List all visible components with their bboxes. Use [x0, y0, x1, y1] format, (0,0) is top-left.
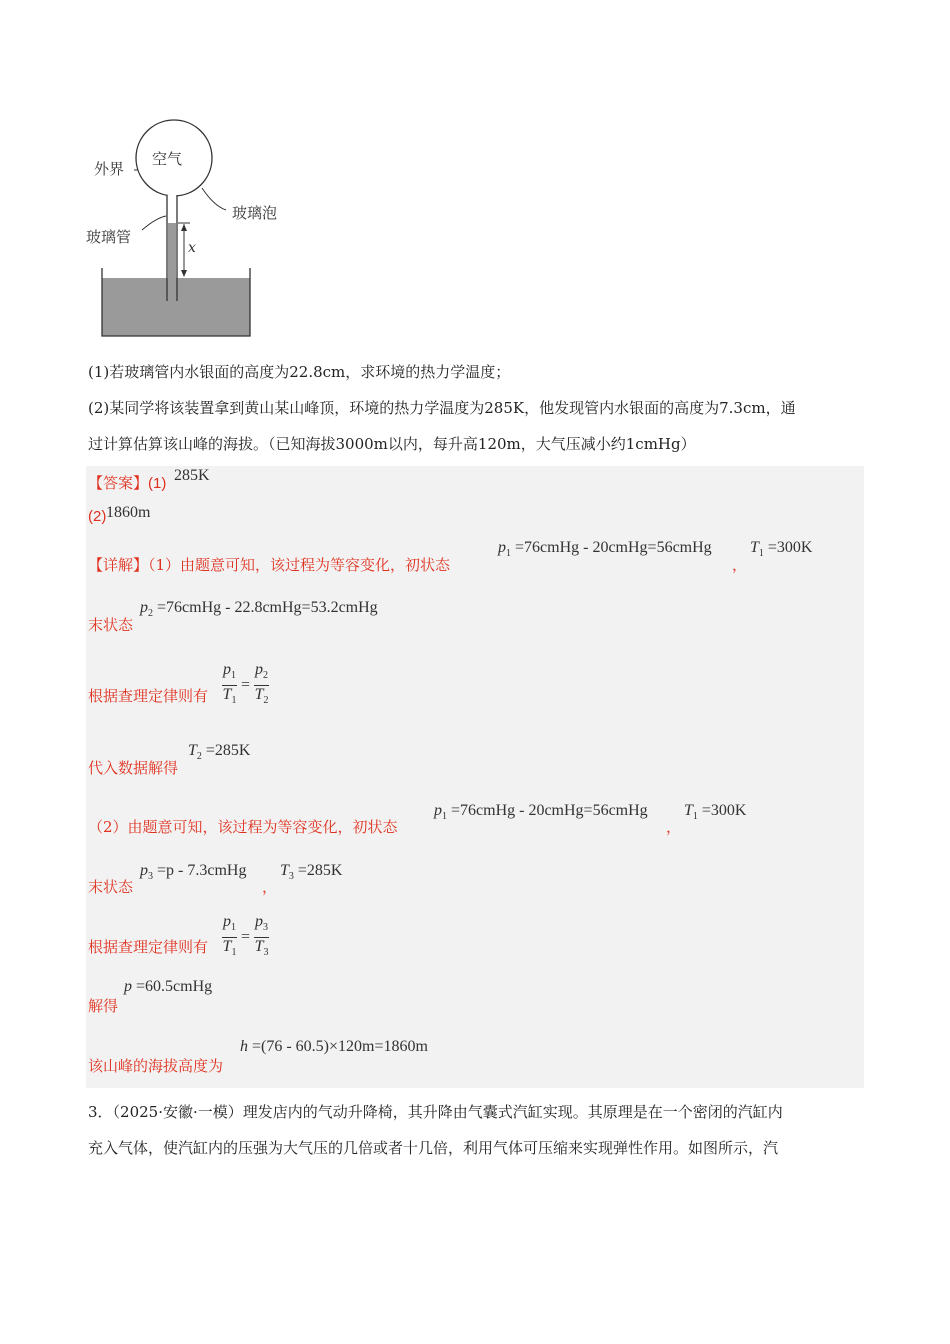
next-question-line2: 充入气体，使汽缸内的压强为大气压的几倍或者十几倍，利用气体可压缩来实现弹性作用。如图所示，汽 [88, 1139, 779, 1157]
answer-p1-value: 285K [174, 467, 210, 484]
next-question-line1: 3．（2025·安徽·一模）理发店内的气动升降椅，其升降由气囊式汽缸实现。其原理是在一个密闭的汽缸内 [88, 1103, 783, 1121]
apparatus-figure [84, 118, 294, 343]
answer-p2-label: (2) [88, 508, 107, 525]
answer-box [86, 466, 864, 1088]
detail-1-text [88, 554, 450, 575]
label-outside: 外界 [94, 160, 125, 178]
label-air: 空气 [152, 150, 183, 168]
question-part2-line1: (2)某同学将该装置拿到黄山某山峰顶，环境的热力学温度为285K，他发现管内水银面的高度为7.3cm，通 [88, 399, 796, 417]
detail-2-eq: $p_2$ =76cmHg - 22.8cmHg=53.2cmHg [140, 599, 378, 620]
mercury-basin [102, 278, 250, 336]
detail-9-text: 该山峰的海拔高度为 [88, 1057, 224, 1075]
detail-4-eq: $T_2 =285K$ [188, 742, 251, 763]
mercury-column [168, 223, 176, 283]
detail-5-comma: ， [666, 818, 682, 836]
question-part1: (1)若玻璃管内水银面的高度为22.8cm，求环境的热力学温度； [88, 363, 511, 381]
detail-tag: 【详解】 [88, 556, 149, 574]
answer-tag-line [88, 472, 166, 493]
answer-tag: 【答案】 [88, 474, 149, 492]
detail-8-text: 解得 [88, 997, 119, 1015]
detail-5-eq-p1: $p_1$ =76cmHg - 20cmHg=56cmHg [434, 802, 648, 823]
detail-6-text: 末状态 [88, 878, 134, 896]
detail-1-comma: ， [732, 556, 748, 574]
answer-p2-value: 1860m [106, 504, 151, 521]
detail-5-text: （2）由题意可知，该过程为等容变化，初状态 [88, 818, 398, 836]
label-bulb: 玻璃泡 [232, 204, 278, 222]
label-tube: 玻璃管 [86, 228, 132, 246]
detail-7-text: 根据查理定律则有 [88, 938, 209, 956]
detail-6-eq-t3: $T_3 =285K$ [280, 862, 343, 883]
detail-7-fraction: $\frac{p_1}{T_1}$ = $\frac{p_3}{T_3}$ [222, 913, 269, 959]
detail-8-eq: p =60.5cmHg [124, 978, 213, 995]
answer-p1-label: (1) [148, 475, 167, 492]
detail-4-text: 代入数据解得 [88, 759, 179, 777]
detail-1-eq-p1: $p_1$ =76cmHg - 20cmHg=56cmHg [498, 539, 712, 560]
detail-1-sentence: （1）由题意可知，该过程为等容变化，初状态 [148, 556, 451, 574]
detail-2-text: 末状态 [88, 616, 134, 634]
question-part2-line2: 过计算估算该山峰的海拔。（已知海拔3000m以内，每升高120m，大气压减小约1cmHg） [88, 435, 696, 453]
detail-3-fraction: $\frac{p_1}{T_1}$ = $\frac{p_2}{T_2}$ [222, 661, 269, 707]
detail-3-text: 根据查理定律则有 [88, 687, 209, 705]
detail-6-comma: ， [262, 878, 278, 896]
detail-5-eq-t1: $T_1 =300K$ [684, 802, 747, 823]
detail-6-eq-p3: $p_3 =p$ - 7.3cmHg [140, 862, 247, 883]
detail-1-eq-t1: $T_1 =300K$ [750, 539, 813, 560]
x-label: x [188, 240, 196, 256]
detail-9-eq: h =(76 - 60.5)×120m=1860m [240, 1038, 428, 1055]
